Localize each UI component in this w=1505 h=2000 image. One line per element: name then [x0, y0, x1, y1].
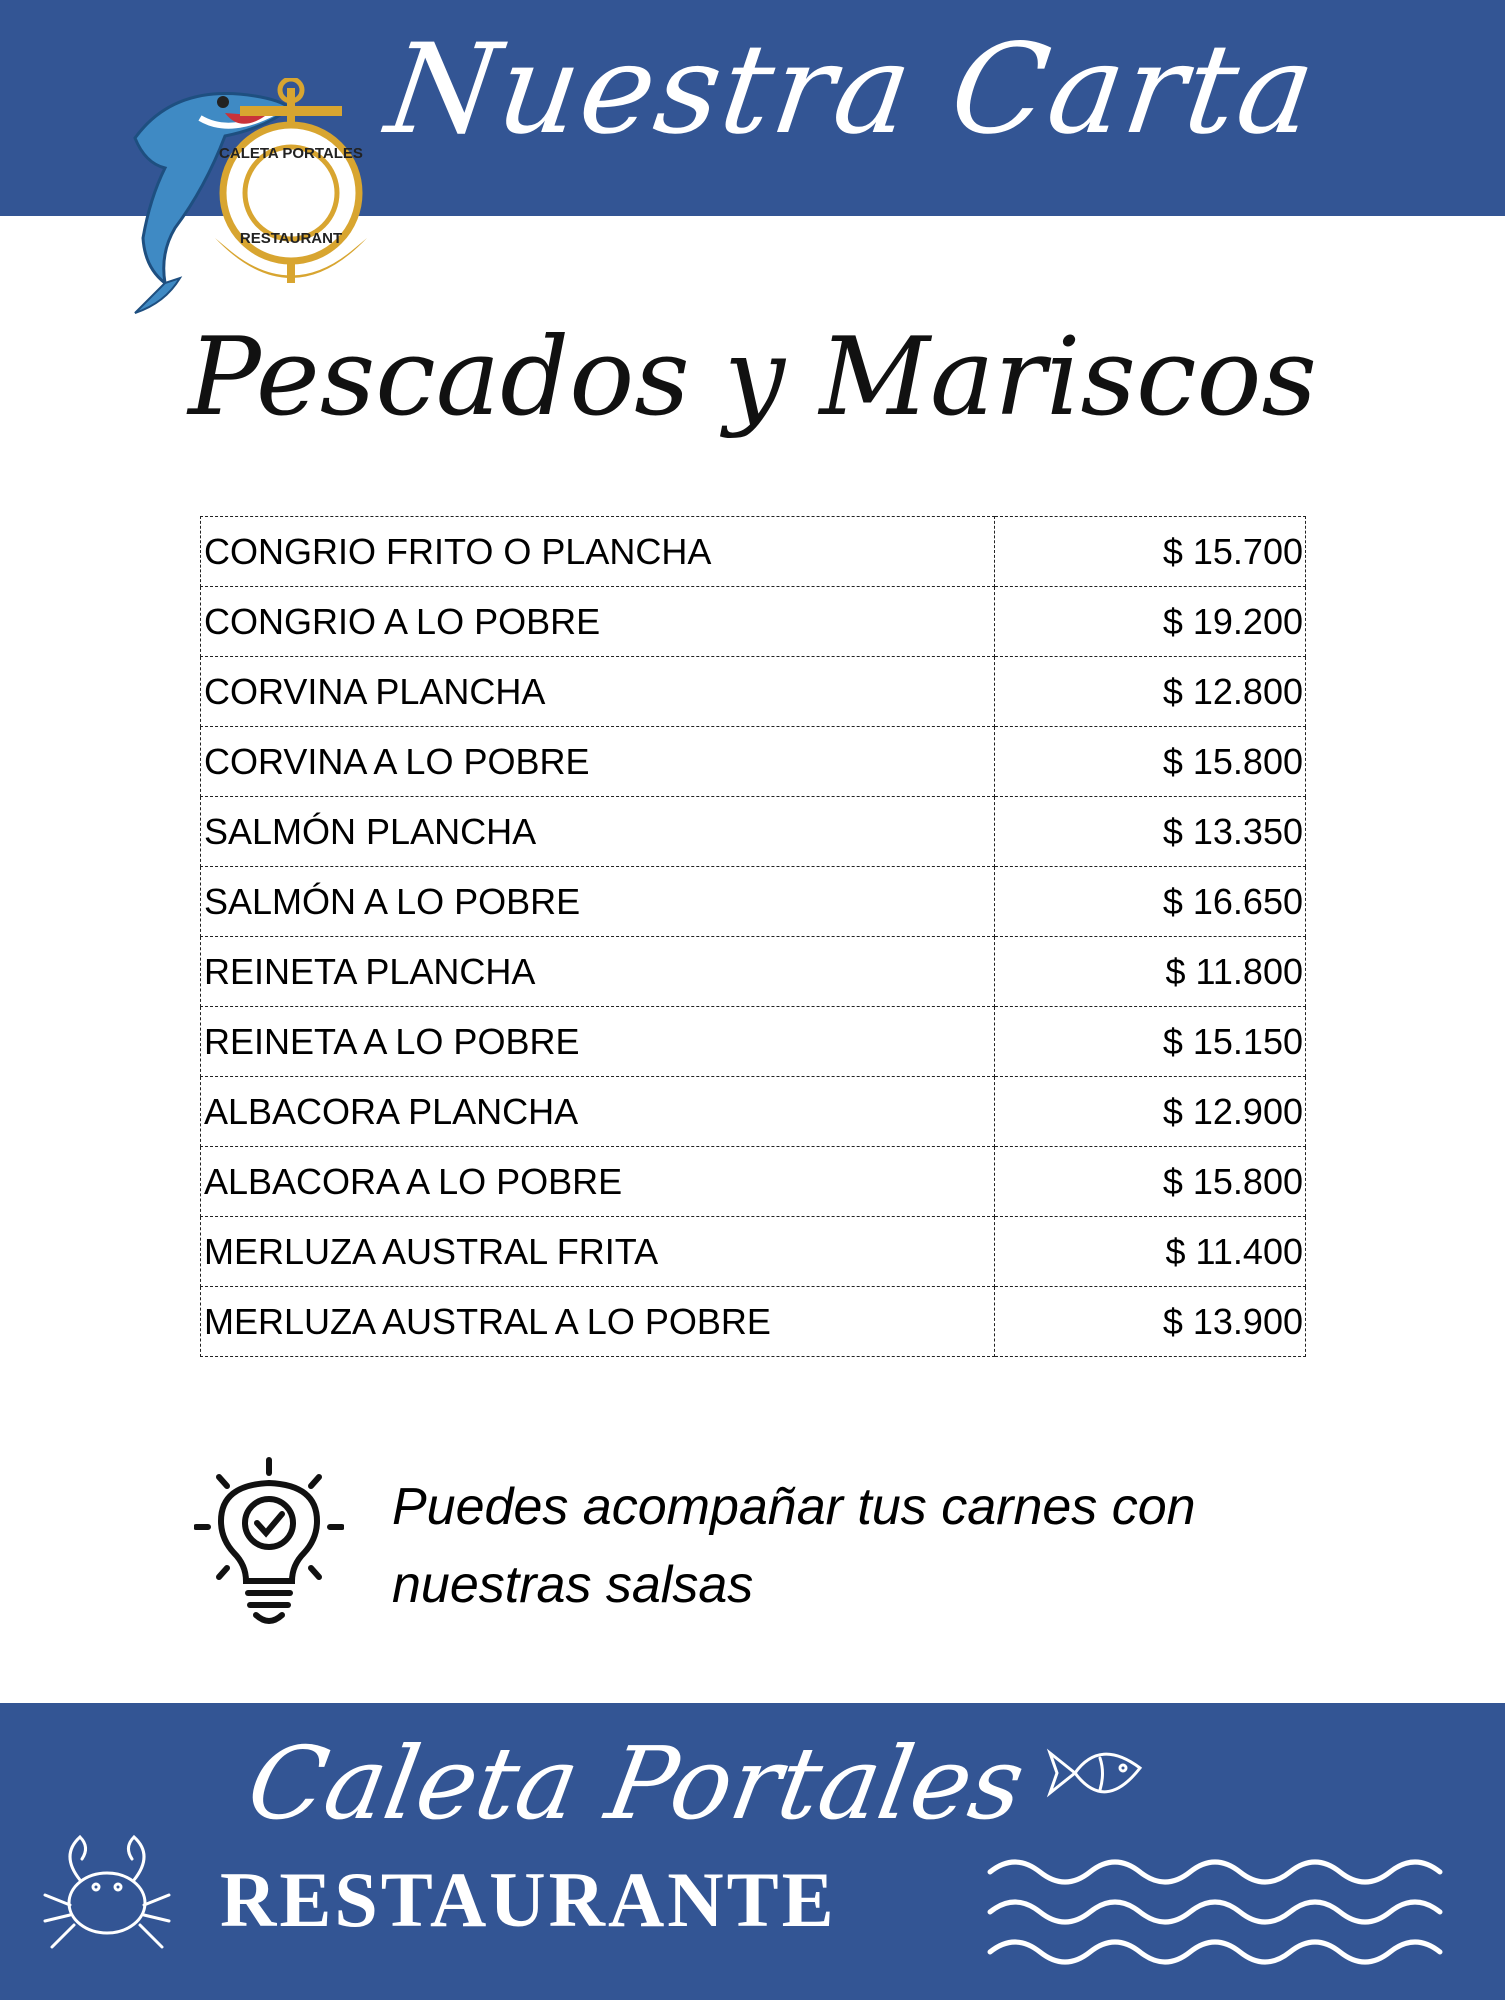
table-row	[201, 517, 1306, 587]
fish-icon	[1045, 1728, 1150, 1818]
dish-price: $ 13.900	[995, 1287, 1306, 1357]
table-row	[201, 727, 1306, 797]
dish-name: CONGRIO FRITO O PLANCHA	[201, 517, 995, 587]
dish-name: SALMÓN PLANCHA	[201, 797, 995, 867]
table-row	[201, 1287, 1306, 1357]
logo-ring-text-bottom: RESTAURANT	[239, 230, 343, 247]
menu-table	[200, 516, 1306, 1357]
dish-price: $ 19.200	[995, 587, 1306, 657]
table-row	[201, 797, 1306, 867]
dish-price: $ 15.700	[995, 517, 1306, 587]
dish-name: ALBACORA A LO POBRE	[201, 1147, 995, 1217]
dish-name: CORVINA PLANCHA	[201, 657, 995, 727]
crab-icon	[40, 1825, 175, 1965]
dish-price: $ 16.650	[995, 867, 1306, 937]
table-row	[201, 587, 1306, 657]
table-row	[201, 937, 1306, 1007]
dish-name: MERLUZA AUSTRAL FRITA	[201, 1217, 995, 1287]
logo-ring-text-top: CALETA PORTALES	[219, 145, 363, 162]
dish-price: $ 12.800	[995, 657, 1306, 727]
dish-price: $ 15.800	[995, 1147, 1306, 1217]
dish-name: CONGRIO A LO POBRE	[201, 587, 995, 657]
footer-subtitle: RESTAURANTE	[220, 1856, 837, 1943]
table-row	[201, 1007, 1306, 1077]
dish-name: SALMÓN A LO POBRE	[201, 867, 995, 937]
lightbulb-check-icon	[194, 1455, 344, 1630]
dish-name: REINETA A LO POBRE	[201, 1007, 995, 1077]
dish-name: REINETA PLANCHA	[201, 937, 995, 1007]
table-row	[201, 657, 1306, 727]
dish-price: $ 12.900	[995, 1077, 1306, 1147]
table-row	[201, 1147, 1306, 1217]
shark-anchor-logo-icon	[105, 78, 385, 318]
dish-price: $ 15.800	[995, 727, 1306, 797]
dish-name: ALBACORA PLANCHA	[201, 1077, 995, 1147]
dish-price: $ 11.400	[995, 1217, 1306, 1287]
waves-icon	[985, 1852, 1455, 1972]
dish-name: MERLUZA AUSTRAL A LO POBRE	[201, 1287, 995, 1357]
table-row	[201, 1217, 1306, 1287]
table-row	[201, 1077, 1306, 1147]
footer-brand: Caleta Portales	[239, 1725, 1033, 1842]
tip-text: Puedes acompañar tus carnes con nuestras salsas	[392, 1478, 1196, 1614]
dish-price: $ 11.800	[995, 937, 1306, 1007]
dish-price: $ 13.350	[995, 797, 1306, 867]
dish-name: CORVINA A LO POBRE	[201, 727, 995, 797]
dish-price: $ 15.150	[995, 1007, 1306, 1077]
table-row	[201, 867, 1306, 937]
header-title: Nuestra Carta	[379, 18, 1326, 162]
section-title: Pescados y Mariscos	[188, 315, 1317, 440]
